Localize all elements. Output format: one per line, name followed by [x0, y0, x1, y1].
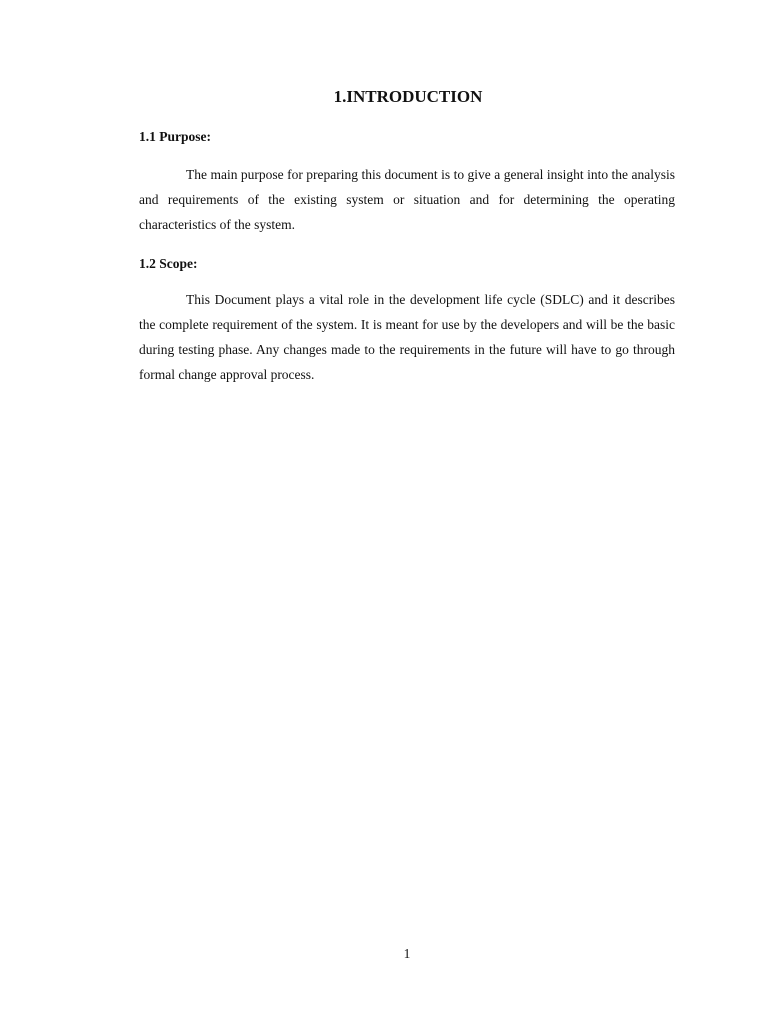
- section-paragraph-purpose: The main purpose for preparing this document is to give a general insight into the analysis and requirements of the existing system or situation and for determining the operating characteristics of the system.: [139, 167, 675, 232]
- section-heading-purpose: 1.1 Purpose:: [139, 129, 211, 144]
- page-title: 1.INTRODUCTION: [333, 87, 483, 106]
- section-heading-scope: 1.2 Scope:: [139, 256, 198, 271]
- section-paragraph-scope: This Document plays a vital role in the development life cycle (SDLC) and it describes the complete requirement of the system. It is meant for use by the developers and will be the basic during testing phase. Any changes made to the requirements in the future will have to go through formal change approval process.: [139, 292, 675, 382]
- page-number: 1: [403, 946, 411, 961]
